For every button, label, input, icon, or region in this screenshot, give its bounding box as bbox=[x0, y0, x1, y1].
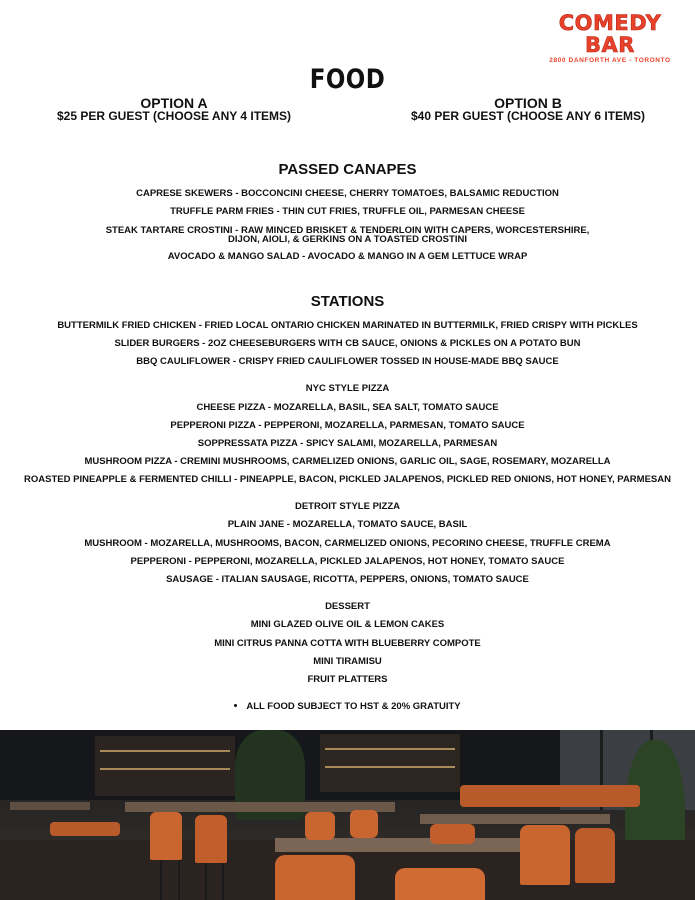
detroit-pizza-item: PLAIN JANE - MOZARELLA, TOMATO SAUCE, BASIL bbox=[227, 519, 468, 530]
dessert-item: MINI CITRUS PANNA COTTA WITH BLUEBERRY COMPOTE bbox=[214, 638, 481, 649]
stations-heading: STATIONS bbox=[310, 293, 385, 310]
option-b-name: OPTION B bbox=[494, 95, 562, 111]
dessert-heading: DESSERT bbox=[325, 601, 370, 612]
station-item: BBQ CAULIFLOWER - CRISPY FRIED CAULIFLOWER TOSSED IN HOUSE-MADE BBQ SAUCE bbox=[136, 356, 559, 367]
option-a-price: $25 PER GUEST (CHOOSE ANY 4 ITEMS) bbox=[56, 109, 292, 123]
detroit-pizza-item: SAUSAGE - ITALIAN SAUSAGE, RICOTTA, PEPPERS, ONIONS, TOMATO SAUCE bbox=[166, 574, 529, 585]
nyc-pizza-heading: NYC STYLE PIZZA bbox=[305, 383, 390, 394]
logo-address: 2800 DANFORTH AVE - TORONTO bbox=[549, 57, 671, 64]
station-item: BUTTERMILK FRIED CHICKEN - FRIED LOCAL ONTARIO CHICKEN MARINATED IN BUTTERMILK, FRIED CRISPY WITH PICKLES bbox=[57, 320, 638, 331]
restaurant-photo bbox=[0, 730, 695, 900]
dessert-item: MINI TIRAMISU bbox=[313, 656, 382, 667]
detroit-pizza-item: MUSHROOM - MOZARELLA, MUSHROOMS, BACON, CARMELIZED ONIONS, PECORINO CHEESE, TRUFFLE CREMA bbox=[84, 538, 611, 549]
page-title: FOOD bbox=[309, 64, 386, 95]
canape-item: STEAK TARTARE CROSTINI - RAW MINCED BRISKET & TENDERLOIN WITH CAPERS, WORCESTERSHIRE, DIJON, AIOLI, & GERKINS ON A TOASTED CROSTINI bbox=[105, 225, 590, 245]
option-a-name: OPTION A bbox=[140, 95, 208, 111]
canape-item: CAPRESE SKEWERS - BOCCONCINI CHEESE, CHERRY TOMATOES, BALSAMIC REDUCTION bbox=[136, 188, 559, 199]
option-b-price: $40 PER GUEST (CHOOSE ANY 6 ITEMS) bbox=[410, 109, 646, 123]
detroit-pizza-item: PEPPERONI - PEPPERONI, MOZARELLA, PICKLED JALAPENOS, HOT HONEY, TOMATO SAUCE bbox=[130, 556, 565, 567]
gratuity-note-text: ALL FOOD SUBJECT TO HST & 20% GRATUITY bbox=[246, 701, 461, 712]
passed-canapes-heading: PASSED CANAPES bbox=[278, 161, 417, 178]
nyc-pizza-item: MUSHROOM PIZZA - CREMINI MUSHROOMS, CARMELIZED ONIONS, GARLIC OIL, SAGE, ROSEMARY, MOZARELLA bbox=[84, 456, 611, 467]
detroit-pizza-heading: DETROIT STYLE PIZZA bbox=[294, 501, 401, 512]
comedy-bar-logo bbox=[535, 12, 685, 65]
option-a bbox=[48, 96, 300, 123]
canape-item: AVOCADO & MANGO SALAD - AVOCADO & MANGO IN A GEM LETTUCE WRAP bbox=[167, 251, 528, 262]
nyc-pizza-item: ROASTED PINEAPPLE & FERMENTED CHILLI - PINEAPPLE, BACON, PICKLED JALAPENOS, PICKLED RED ONIONS, HOT HONEY, PARMESAN bbox=[24, 474, 671, 485]
nyc-pizza-item: CHEESE PIZZA - MOZARELLA, BASIL, SEA SALT, TOMATO SAUCE bbox=[196, 402, 499, 413]
gratuity-note bbox=[0, 702, 695, 712]
dessert-item: MINI GLAZED OLIVE OIL & LEMON CAKES bbox=[250, 619, 445, 630]
bullet-icon bbox=[234, 704, 237, 707]
canape-item: TRUFFLE PARM FRIES - THIN CUT FRIES, TRUFFLE OIL, PARMESAN CHEESE bbox=[170, 206, 525, 217]
option-b bbox=[400, 96, 656, 123]
nyc-pizza-item: SOPPRESSATA PIZZA - SPICY SALAMI, MOZARELLA, PARMESAN bbox=[197, 438, 498, 449]
station-item: SLIDER BURGERS - 2OZ CHEESEBURGERS WITH CB SAUCE, ONIONS & PICKLES ON A POTATO BUN bbox=[114, 338, 581, 349]
dessert-item: FRUIT PLATTERS bbox=[307, 674, 388, 685]
nyc-pizza-item: PEPPERONI PIZZA - PEPPERONI, MOZARELLA, PARMESAN, TOMATO SAUCE bbox=[170, 420, 525, 431]
logo-name: COMEDY BAR bbox=[558, 11, 662, 57]
